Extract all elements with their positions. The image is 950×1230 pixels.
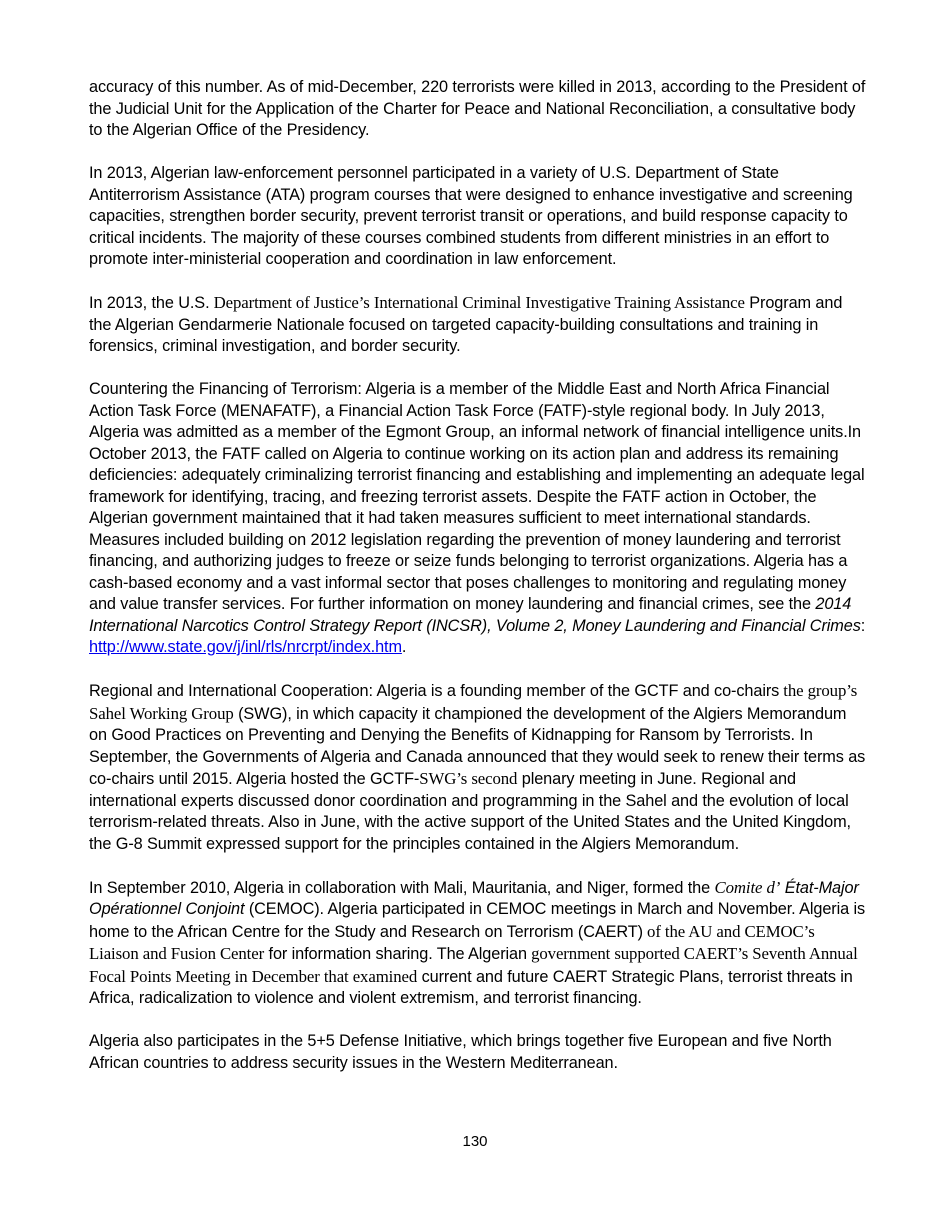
document-page [89, 77, 867, 1096]
paragraph-cemoc [89, 877, 867, 1010]
regional-text-e: plenary meeting in June. Regional and international experts discussed donor coordination and programming in the Sahel and the evolution of local terrorism-related threats. Also in June, with the active support of the United States and the United Kingdom, the G-8 Summit expressed support for the principles contained in the Algiers Memorandum. [89, 770, 851, 853]
incsr-report-title: 2014 International Narcotics Control Strategy Report (INCSR), Volume 2, Money Laundering and Financial Crimes [89, 595, 861, 635]
page-number: 130 [462, 1133, 488, 1150]
cemoc-name-part2: État-Major Opérationnel Conjoint [89, 878, 859, 918]
regional-text-a: Algeria is a founding member of the GCTF and co-chairs [372, 682, 780, 700]
doj-text-end: Program and the Algerian Gendarmerie Nationale focused on targeted capacity-building consultations and training in forensics, criminal investigation, and border security. [89, 294, 843, 355]
section-countering-financing [89, 379, 867, 659]
doj-text-start: In 2013, the U.S. [89, 294, 210, 312]
financing-end: . [401, 638, 407, 656]
paragraph-5plus5-initiative: Algeria also participates in the 5+5 Defense Initiative, which brings together five European and five North African countries to address security issues in the Western Mediterranean. [89, 1032, 832, 1072]
regional-text-b: the group’s Sahel Working Group [89, 681, 858, 723]
section-heading-financing: Countering the Financing of Terrorism: [89, 380, 362, 398]
cemoc-text-e: of the AU and CEMOC’s Liaison and Fusion Center [89, 921, 815, 963]
section-regional-cooperation [89, 680, 867, 855]
incsr-link[interactable]: http://www.state.gov/j/inl/rls/nrcrpt/index.htm [89, 638, 402, 656]
cemoc-name-part1: Comite d’ [714, 877, 781, 897]
cemoc-text-d: (CEMOC). Algeria participated in CEMOC meetings in March and November. Algeria is home to the African Centre for the Study and Research on Terrorism (CAERT) [89, 900, 866, 941]
financing-colon: : [860, 616, 866, 635]
paragraph-doj-training [89, 292, 867, 358]
financing-body: Algeria is a member of the Middle East and North Africa Financial Action Task Force (MENAFATF), a Financial Action Task Force (FATF)-style regional body. In July 2013, Algeria was admitted as a member of the Egmont Group, an informal network of financial intelligence units.In October 2013, the FATF called on Algeria to continue working on its action plan and address its remaining deficiencies: adequately criminalizing terrorist financing and establishing and implementing an adequate legal framework for identifying, tracing, and freezing terrorist assets. Despite the FATF action in October, the Algerian government maintained that it had taken measures sufficient to meet international standards. Measures included building on 2012 legislation regarding the prevention of money laundering and terrorist financing, and authorizing judges to freeze or seize funds belonging to terrorist organizations. Algeria has a cash-based economy and a vast informal sector that poses challenges to monitoring and regulating money and value transfer services. For further information on money laundering and financial crimes, see the [89, 380, 865, 613]
cemoc-text-f: for information sharing. The Algerian [264, 945, 527, 963]
paragraph-ata-training: In 2013, Algerian law-enforcement personnel participated in a variety of U.S. Department of State Antiterrorism Assistance (ATA) program courses that were designed to enhance investigative and screening capacities, strengthen border security, prevent terrorist transit or operations, and build response capacity to critical incidents. The majority of these courses combined students from different ministries in an effort to promote inter-ministerial cooperation and coordination in law enforcement. [89, 164, 853, 268]
regional-text-d: SWG’s second [419, 769, 518, 788]
paragraph-casualties: accuracy of this number. As of mid-December, 220 terrorists were killed in 2013, according to the President of the Judicial Unit for the Application of the Charter for Peace and National Reconciliation, a consultative body to the Algerian Office of the Presidency. [89, 78, 866, 139]
regional-text-c: (SWG), in which capacity it championed the development of the Algiers Memorandum on Good Practices on Preventing and Denying the Benefits of Kidnapping for Ransom by Terrorists. In September, the Governments of Algeria and Canada announced that they would seek to renew their terms as co-chairs until 2015. Algeria hosted the GCTF- [89, 704, 866, 788]
doj-program-name: Department of Justice’s International Criminal Investigative Training Assistance [209, 293, 745, 312]
section-heading-regional: Regional and International Cooperation: [89, 682, 373, 700]
cemoc-text-h: current and future CAERT Strategic Plans, terrorist threats in Africa, radicalization to violence and violent extremism, and terrorist financing. [89, 967, 853, 1007]
cemoc-text-a: In September 2010, Algeria in collaboration with Mali, Mauritania, and Niger, formed the [89, 878, 715, 897]
cemoc-text-g: government supported CAERT’s Seventh Annual Focal Points Meeting in December that examined [89, 944, 858, 986]
